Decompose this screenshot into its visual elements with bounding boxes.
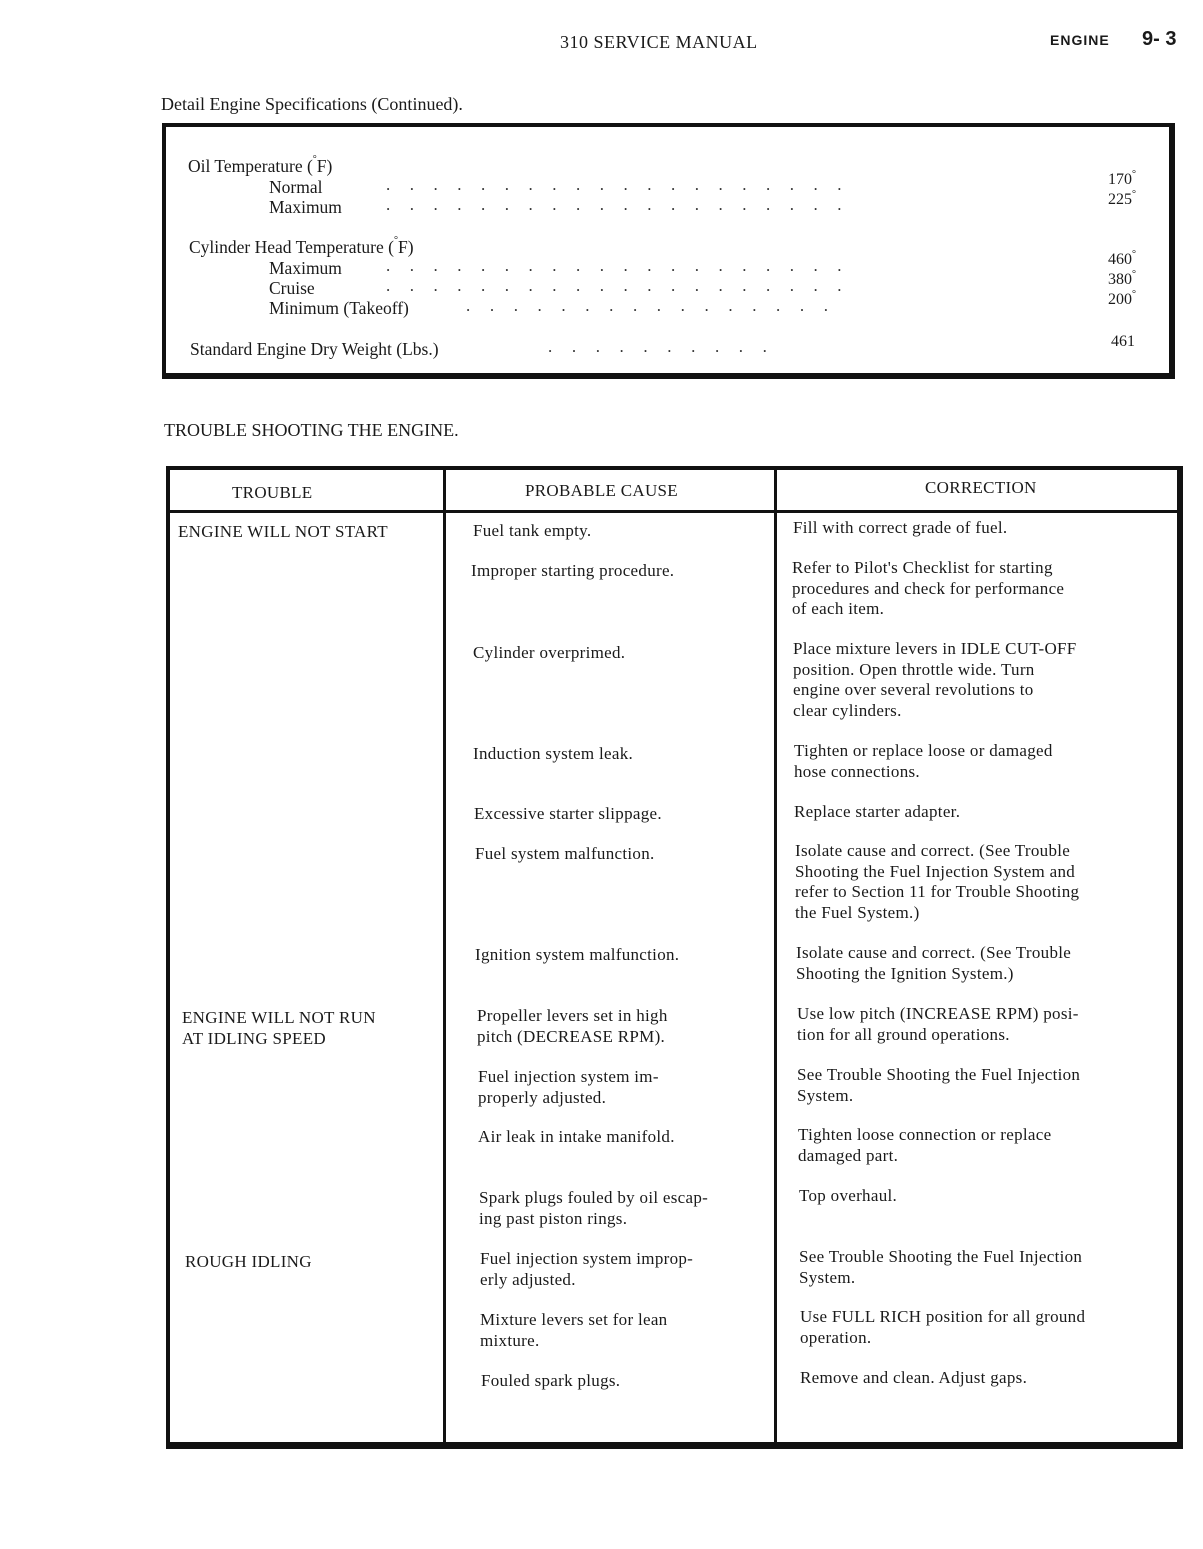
cht-max-value: 460° <box>1108 249 1136 268</box>
cause-cell: Air leak in intake manifold. <box>478 1127 675 1146</box>
oil-temp-heading: Oil Temperature (°F) <box>188 154 333 176</box>
header-probable-cause: PROBABLE CAUSE <box>525 481 678 500</box>
correction-cell: Isolate cause and correct. (See Trouble Shooting the Fuel Injection System and refer to Section 11 for Trouble Shooting the Fuel System.) <box>795 841 1080 922</box>
column-divider <box>443 466 446 1445</box>
header-correction: CORRECTION <box>925 478 1037 497</box>
header-trouble: TROUBLE <box>232 483 313 502</box>
correction-cell: Remove and clean. Adjust gaps. <box>800 1368 1028 1387</box>
cause-cell: Fuel system malfunction. <box>475 844 655 863</box>
cht-min-label: Minimum (Takeoff) <box>269 298 409 318</box>
cause-cell: Induction system leak. <box>473 744 634 763</box>
dot-leader: .......... <box>548 337 787 356</box>
correction-cell: See Trouble Shooting the Fuel Injection System. <box>797 1065 1081 1105</box>
dry-weight-label: Standard Engine Dry Weight (Lbs.) <box>190 339 439 359</box>
dry-weight-value: 461 <box>1111 333 1135 350</box>
dot-leader: ................ <box>466 296 848 315</box>
trouble-cell: ENGINE WILL NOT RUN AT IDLING SPEED <box>182 1008 376 1048</box>
cause-cell: Excessive starter slippage. <box>474 804 662 823</box>
page-number: 9- 3 <box>1142 28 1177 50</box>
oil-max-value: 225° <box>1108 189 1136 208</box>
correction-cell: Refer to Pilot's Checklist for starting procedures and check for performance of each item. <box>792 558 1065 618</box>
oil-normal-value: 170° <box>1108 169 1136 188</box>
trouble-cell: ROUGH IDLING <box>185 1252 312 1271</box>
dot-leader: .................... <box>386 195 861 214</box>
correction-cell: Place mixture levers in IDLE CUT-OFF position. Open throttle wide. Turn engine over several revolutions to clear cylinders. <box>793 639 1077 720</box>
manual-title: 310 SERVICE MANUAL <box>560 32 758 52</box>
troubleshooting-title: TROUBLE SHOOTING THE ENGINE. <box>164 420 459 440</box>
cause-cell: Fuel injection system im- properly adjusted. <box>478 1067 659 1107</box>
correction-cell: Tighten loose connection or replace damaged part. <box>798 1125 1052 1165</box>
correction-cell: See Trouble Shooting the Fuel Injection System. <box>799 1247 1083 1287</box>
header-divider <box>166 510 1183 513</box>
correction-cell: Use low pitch (INCREASE RPM) posi- tion for all ground operations. <box>797 1004 1079 1044</box>
cht-min-value: 200° <box>1108 289 1136 308</box>
cause-cell: Spark plugs fouled by oil escap- ing past piston rings. <box>479 1188 709 1228</box>
cause-cell: Fuel tank empty. <box>473 521 592 540</box>
correction-cell: Isolate cause and correct. (See Trouble Shooting the Ignition System.) <box>796 943 1072 983</box>
cause-cell: Improper starting procedure. <box>471 561 675 580</box>
cause-cell: Fuel injection system improp- erly adjusted. <box>480 1249 694 1289</box>
dot-leader: .................... <box>386 175 861 194</box>
cause-cell: Mixture levers set for lean mixture. <box>480 1310 668 1350</box>
trouble-cell: ENGINE WILL NOT START <box>178 522 388 541</box>
cause-cell: Fouled spark plugs. <box>481 1371 621 1390</box>
correction-cell: Use FULL RICH position for all ground operation. <box>800 1307 1086 1347</box>
correction-cell: Tighten or replace loose or damaged hose connections. <box>794 741 1053 781</box>
dot-leader: .................... <box>386 256 861 275</box>
section-label: ENGINE <box>1050 32 1110 48</box>
correction-cell: Replace starter adapter. <box>794 802 961 821</box>
cause-cell: Propeller levers set in high pitch (DECREASE RPM). <box>477 1006 668 1046</box>
cause-cell: Cylinder overprimed. <box>473 643 626 662</box>
oil-normal-label: Normal <box>269 177 323 197</box>
cause-cell: Ignition system malfunction. <box>475 945 680 964</box>
oil-max-label: Maximum <box>269 197 342 217</box>
dot-leader: .................... <box>386 276 861 295</box>
cht-cruise-label: Cruise <box>269 278 315 298</box>
correction-cell: Fill with correct grade of fuel. <box>793 518 1008 537</box>
correction-cell: Top overhaul. <box>799 1186 898 1205</box>
cht-max-label: Maximum <box>269 258 342 278</box>
cht-heading: Cylinder Head Temperature (°F) <box>189 235 414 257</box>
cht-cruise-value: 380° <box>1108 269 1136 288</box>
specs-title: Detail Engine Specifications (Continued). <box>161 94 463 114</box>
